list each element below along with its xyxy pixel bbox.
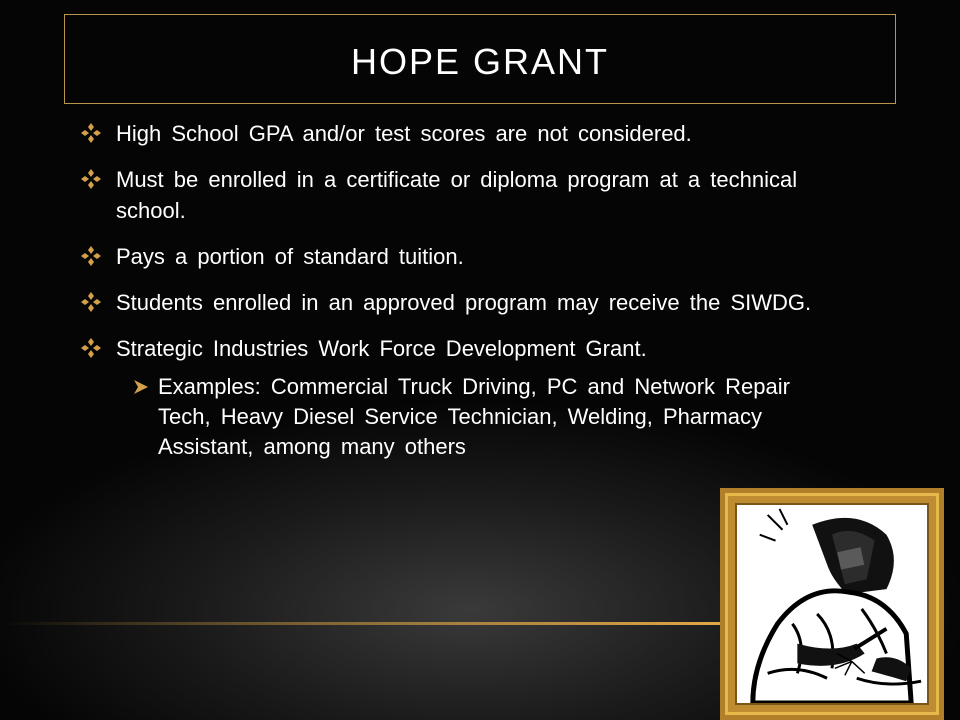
bullet-item: [80, 241, 840, 272]
decorative-glow-line: [0, 622, 720, 625]
bullet-list: [80, 118, 840, 462]
bullet-item: [80, 287, 840, 318]
bullet-item: [80, 333, 840, 364]
bullet-item: [80, 118, 840, 149]
sub-bullet-item: [80, 372, 840, 462]
picture-mat: [725, 493, 939, 715]
slide-title: HOPE GRANT: [350, 41, 610, 82]
diamond-bullet-icon: [80, 291, 102, 313]
welder-illustration: [735, 503, 929, 705]
arrow-bullet-icon: [132, 378, 150, 396]
bullet-text: High School GPA and/or test scores are not considered.: [116, 121, 692, 146]
welder-icon: [737, 505, 927, 703]
bullet-text: Pays a portion of standard tuition.: [116, 244, 464, 269]
picture-frame: [720, 488, 944, 720]
title-box: [64, 14, 896, 104]
sub-bullet-text: Examples: Commercial Truck Driving, PC and Network Repair Tech, Heavy Diesel Service Technician, Welding, Pharmacy Assistant, among many others: [158, 374, 790, 459]
bullet-item: [80, 164, 840, 226]
bullet-text: Must be enrolled in a certificate or diploma program at a technical school.: [116, 167, 798, 223]
bullet-text: Strategic Industries Work Force Development Grant.: [116, 336, 647, 361]
bullet-text: Students enrolled in an approved program may receive the SIWDG.: [116, 290, 812, 315]
diamond-bullet-icon: [80, 122, 102, 144]
diamond-bullet-icon: [80, 337, 102, 359]
diamond-bullet-icon: [80, 245, 102, 267]
diamond-bullet-icon: [80, 168, 102, 190]
